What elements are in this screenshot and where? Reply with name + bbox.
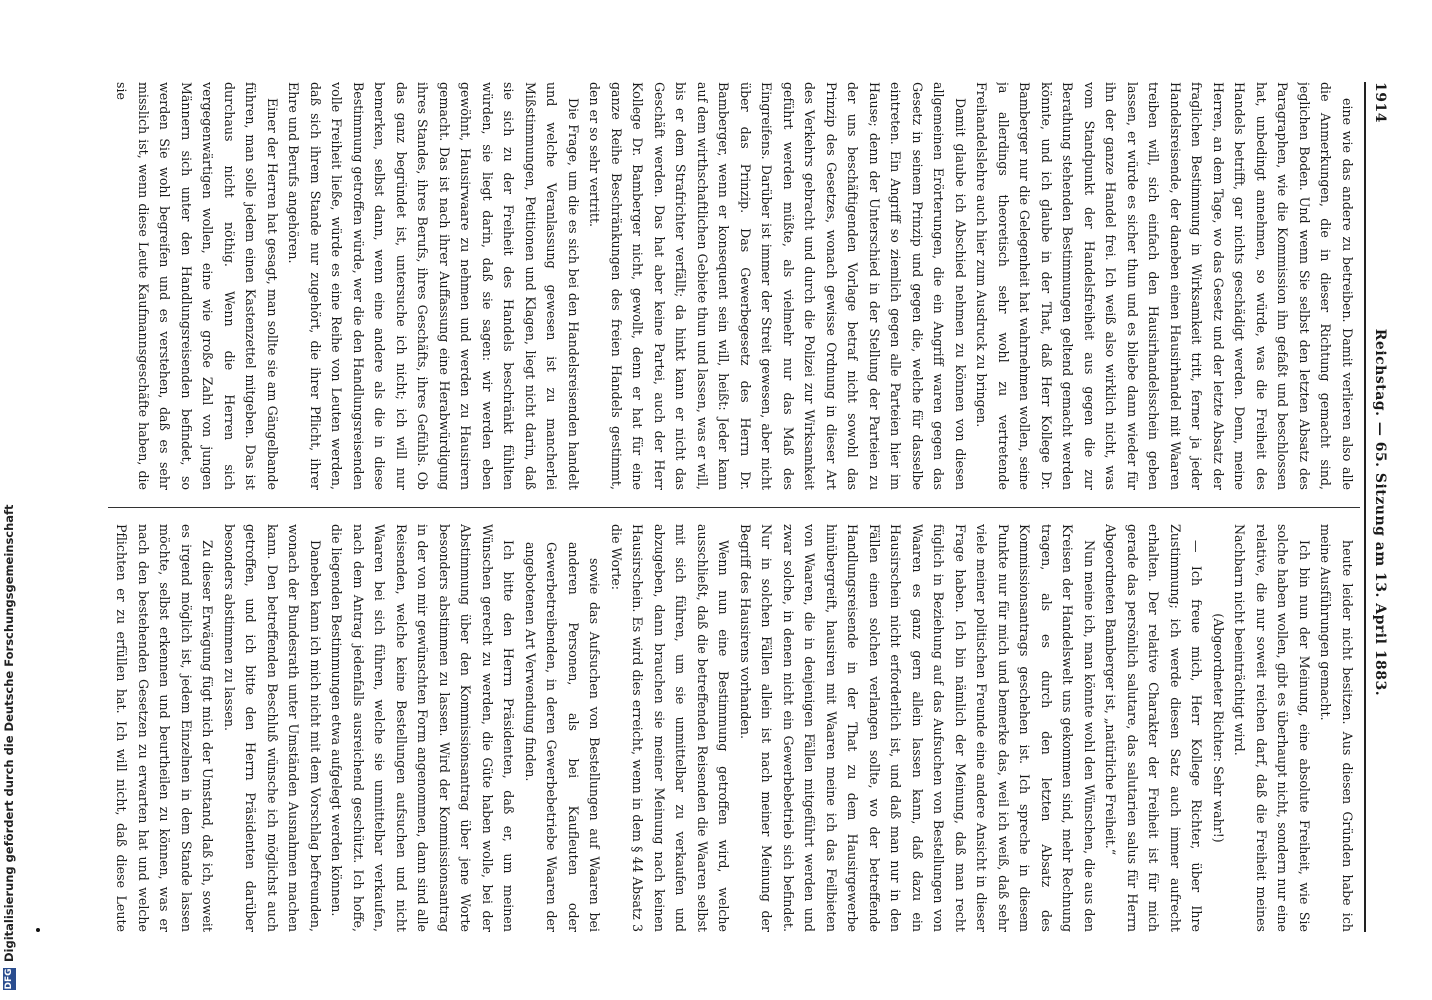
- quoted-text: sowie das Aufsuchen von Bestellungen auf Waaren bei anderen Personen, als bei Kaufleuten oder Gewerbetreibenden, in deren Gewerbebetriebe Waaren der angebotenen Art Verwendung finden.: [523, 542, 603, 932]
- paragraph: heute leider nicht besitzen. Aus diesen Gründen habe ich meine Ausführungen gemacht.: [1318, 524, 1355, 932]
- scan-speck: [36, 928, 40, 932]
- paragraph: eine wie das andere zu betreiben. Damit verlieren also alle die Anmerkungen, die in dieser Richtung gemacht sind, jeglichen Boden. Und wenn Sie selbst den letzten Absatz des Paragraphen, wie die Kommission ihn gefaßt und beschlossen hat, unbedingt annehmen, so würde, was die Freiheit des Handels betrifft, gar nichts geschädigt werden. Denn, meine Herren, an dem Tage, wo das Gesetz und der letzte Absatz der fraglichen Bestimmung in Wirksamkeit tritt, ferner ja jeder Handelsreisende, der daneben einen Hausirhandel mit Waaren treiben will, sich einfach den Hausirhandelsschein geben lassen, er würde es sicher thun und es bliebe dann wieder für ihn der ganze Handel frei. Ich weiß also wirklich nicht, was vom Standpunkt der Handelsfreiheit aus gegen die zur Berathung stehenden Bestimmungen geltend gemacht werden könnte, und ich glaube in der That, daß Herr Kollege Dr. Bamberger nur die Gelegenheit hat wahrnehmen wollen, seine ja allerdings theoretisch sehr wohl zu vertretende Freihandelslehre auch hier zum Ausdruck zu bringen.: [974, 82, 1355, 490]
- digitization-footer: [2, 504, 16, 990]
- dfg-logo-icon: DFG: [3, 968, 14, 990]
- page-header: [1368, 82, 1392, 932]
- page-number: 1914: [1372, 82, 1388, 123]
- column-divider: [108, 507, 1360, 508]
- page-title: Reichstag. — 65. Sitzung am 13. April 1883.: [1372, 328, 1388, 697]
- footer-text: Digitalisierung gefördert durch die Deutsche Forschungsgemeinschaft: [2, 504, 16, 962]
- left-column: [108, 82, 1358, 490]
- paragraph: Die Frage, um die es sich bei den Handelsreisenden handelt und welche Veranlassung gewesen ist zu mancherlei Mißstimmungen, Petitionen und Klagen, liegt nicht darin, daß sie sich zu der Freiheit des Handels beschränkt fühlten würden, sie liegt darin, daß sie sagen: wir werden eben gewöhnt, Hausirwaare zu nehmen und werden zu Hausirern gemacht. Das ist nach ihrer Auffassung eine Herabwürdigung ihres Standes, ihres Berufs, ihres Geschäfts, ihres Gefühls. Ob das ganz begründet ist, untersuche ich nicht; ich will nur bemerken, selbst dann, wenn eine andere als die in diese Bestimmung getroffen würde, wer die den Handlungsreisenden volle Freiheit ließe, würde es eine Reihe von Leuten werden, daß sich ihrem Stande nur zugehört, die ihrer Pflicht, ihrer Ehre und Berufs angehören.: [286, 82, 581, 490]
- paragraph: — Ich freue mich, Herr Kollege Richter, über Ihre Zustimmung; ich werde diesen Satz auch immer aufrecht erhalten. Der relative Charakter der Freiheit ist für mich gerade das persönlich salutare, das salutarien salus für Herrn Abgeordneten Bamberger ist, „natürliche Freiheit.“: [1103, 524, 1205, 932]
- header-rule: [1364, 82, 1366, 932]
- paragraph: Daneben kann ich mich nicht mit dem Vorschlag befreunden, wonach der Bundesrath unter Umständen Ausnahmen machen kann. Den betreffenden Beschluß wünsche ich möglichst auch getroffen, und ich bitte den Herrn Präsidenten darüber besonders abstimmen zu lassen.: [222, 524, 323, 932]
- interjection: (Abgeordneter Richter: Sehr wahr!): [1211, 613, 1226, 843]
- paragraph: Einer der Herren hat gesagt, man sollte sie am Gängelbande führen, man solle jedem einen Kastenzettel mitgeben. Das ist durchaus nicht nöthig. Wenn die Herren sich vergegenwärtigen wollen, eine wie große Zahl von jungen Männern sich unter den Handlungsreisenden befindet, so werden Sie wohl begreifen und es verstehen, daß es sehr misslich ist, wenn diese Leute Kaufmannsgeschäfte haben, die sie: [114, 82, 280, 490]
- newspaper-page: [102, 82, 1392, 932]
- paragraph: Wenn nun eine Bestimmung getroffen wird, welche ausschließt, daß die betreffenden Reisenden die Waaren selbst mit sich führen, um sie unmittelbar zu verkaufen und abzugeben, dann brauchen sie meiner Meinung nach keinen Hausirschein. Es wird dies erreicht, wenn in dem § 44 Absatz 3 die Worte:: [609, 524, 732, 932]
- paragraph: Ich bitte den Herrn Präsidenten, daß er, um meinen Wünschen gerecht zu werden, die Güte haben wolle, bei der Abstimmung über den Kommissionsantrag über jene Worte besonders abstimmen zu lassen. Wird der Kommissionsantrag in der von mir gewünschten Form angenommen, dann sind alle Reisenden, welche keine Bestellungen aufsuchen und nicht Waaren bei sich führen, welche sie unmittelbar verkaufen, nach dem Antrag jedenfalls ausreichend geschützt. Ich hoffe, die liegenden Bestimmungen etwa aufgelegt werden können.: [329, 524, 517, 932]
- paragraph: Ich bin nun der Meinung, eine absolute Freiheit, wie Sie solche haben wollen, gibt es überhaupt nicht, sondern nur eine relative, die nur soweit reichen darf, daß die Freiheit meines Nachbarn nicht beeinträchtigt wird.: [1232, 524, 1312, 932]
- paragraph: Zu dieser Erwägung fügt mich der Umstand, daß ich, soweit es irgend möglich ist, jedem Einzelnen in dem Stande lassen möchte, selbst erkennen und beurtheilen zu können, was er nach den bestehenden Gesetzen zu erwarten hat und welche Pflichten er zu erfüllen hat. Ich will nicht, daß diese Leute: [114, 524, 216, 932]
- right-column: [108, 524, 1358, 932]
- paragraph: Nun meine ich, man könnte wohl den Wünschen, die aus den Kreisen der Handelswelt uns gekommen sind, mehr Rechnung tragen, als es durch den letzten Absatz des Kommissionsantrags geschehen ist. Ich spreche in diesem Punkte nur für mich und bemerke das, weil ich weiß, daß sehr viele meiner politischen Freunde eine andere Ansicht in dieser Frage haben. Ich bin nämlich der Meinung, daß man recht füglich in Beziehung auf das Aufsuchen von Bestellungen von Waaren es ganz gern allein lassen kann, daß dazu ein Hausirschein nicht erforderlich ist, und daß man nur in den Fällen einen solchen verlangen sollte, wo der betreffende Handlungsreisende in der That zu dem Hausirgewerbe hinübergreift, hausiren mit Waaren meine ich das Feilbieten von Waaren, die in denjenigen Fällen mitgeführt werden und zwar solche, in denen nicht ein Gewerbebetrieb sich befindet. Nur in solchen Fällen allein ist nach meiner Meinung der Begriff des Hausirens vorhanden.: [738, 524, 1097, 932]
- paragraph: Damit glaube ich Abschied nehmen zu können von diesen allgemeinen Erörterungen, die ein Angriff waren gegen das Gesetz in seinem Prinzip und gegen die, welche für dasselbe eintreten. Ein Angriff so ziemlich gegen alle Parteien hier im Hause; denn der Unterschied in der Stellung der Parteien zu der uns beschäftigenden Vorlage betraf nicht sowohl das Prinzip des Gesetzes, wonach gewisse Ordnung in dieser Art des Verkehrs gebracht und durch die Polizei zur Wirksamkeit geführt werden müßte, als vielmehr nur das Maß des Eingreifens. Darüber ist immer der Streit gewesen, aber nicht über das Prinzip. Das Gewerbegesetz des Herrn Dr. Bamberger, wenn er konsequent sein will, heißt: Jeder kann auf dem wirthschaftlichen Gebiete thun und lassen, was er will, bis er dem Strafrichter verfällt; da hinkt kann er nicht das Geschäft werden. Das hat aber keine Partei, auch der Herr Kollege Dr. Bamberger nicht, gewollt, denn er hat für eine ganze Reihe Beschränkungen des freien Handels gestimmt, den er so sehr vertritt.: [587, 82, 968, 490]
